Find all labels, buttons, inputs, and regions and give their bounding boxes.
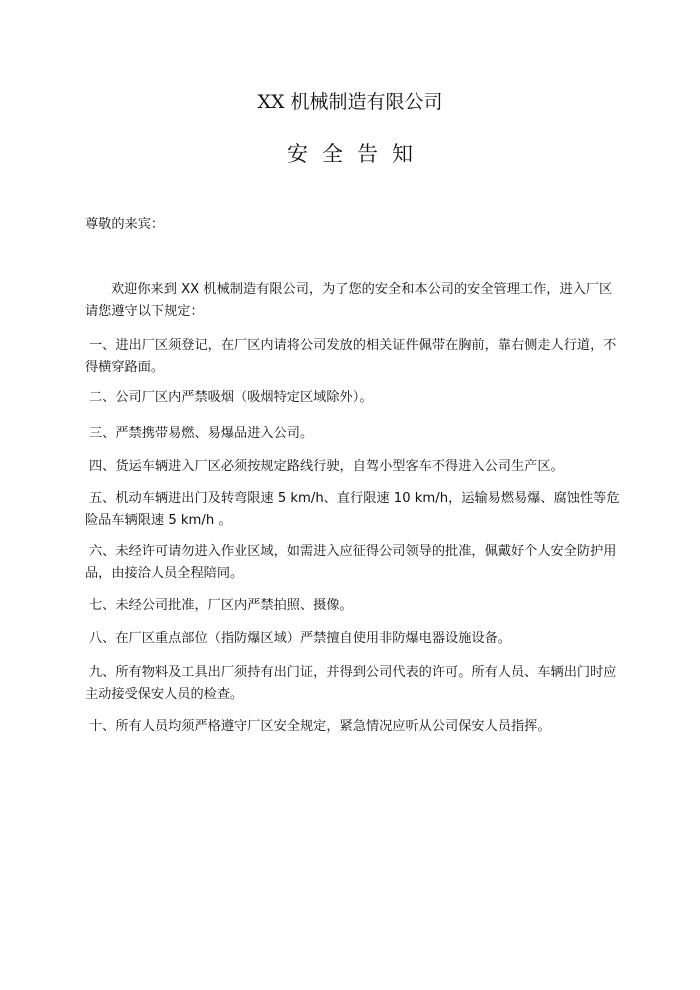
rule-4: 四、货运车辆进入厂区必须按规定路线行驶，自驾小型客车不得进入公司生产区。: [89, 459, 564, 474]
notice-title: 安全告知: [287, 142, 427, 166]
salutation: 尊敬的来宾：: [85, 217, 165, 232]
rule-6: 六、未经许可请勿进入作业区域，如需进入应征得公司领导的批准，佩戴好个人安全防护用品，由接洽人员全程陪同。: [85, 544, 617, 581]
rule-7: 七、未经公司批准，厂区内严禁拍照、摄像。: [89, 598, 353, 613]
rule-8: 八、在厂区重点部位（指防爆区域）严禁擅自使用非防爆电器设施设备。: [89, 631, 511, 646]
rule-9: 九、所有物料及工具出厂须持有出门证，并得到公司代表的许可。所有人员、车辆出门时应主动接受保安人员的检查。: [85, 665, 617, 702]
company-title: XX 机械制造有限公司: [257, 91, 443, 113]
rule-1: 一、进出厂区须登记，在厂区内请将公司发放的相关证件佩带在胸前，靠右侧走人行道，不得横穿路面。: [85, 338, 617, 375]
rule-3: 三、严禁携带易燃、易爆品进入公司。: [89, 426, 314, 441]
intro-paragraph: 欢迎你来到 XX 机械制造有限公司，为了您的安全和本公司的安全管理工作，进入厂区请您遵守以下规定：: [85, 282, 613, 319]
rule-5: 五、机动车辆进出门及转弯限速 5 km/h、直行限速 10 km/h，运输易燃易爆、腐蚀性等危险品车辆限速 5 km/h 。: [85, 491, 620, 528]
rule-2: 二、公司厂区内严禁吸烟（吸烟特定区域除外）。: [89, 390, 373, 405]
rule-10: 十、所有人员均须严格遵守厂区安全规定，紧急情况应听从公司保安人员指挥。: [89, 719, 551, 734]
